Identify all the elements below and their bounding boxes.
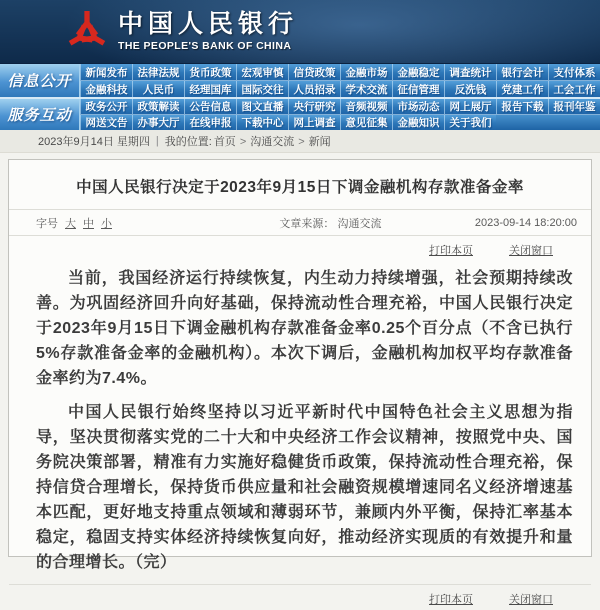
nav-item[interactable]: 报告下载: [496, 99, 548, 114]
font-size-small-button[interactable]: 小: [101, 218, 112, 230]
nav-item[interactable]: 银行会计: [496, 64, 548, 80]
nav-item[interactable]: 金融知识: [392, 115, 444, 130]
nav-item[interactable]: 网上调查: [288, 115, 340, 130]
breadcrumb-link[interactable]: 沟通交流: [250, 136, 295, 148]
nav-item[interactable]: 金融科技: [80, 81, 132, 97]
nav-item[interactable]: 公告信息: [184, 99, 236, 114]
nav-item[interactable]: 意见征集: [340, 115, 392, 130]
nav-row: [80, 99, 600, 114]
nav-item[interactable]: 支付体系: [548, 64, 600, 80]
nav-item[interactable]: 央行研究: [288, 99, 340, 114]
nav-item[interactable]: 下载中心: [236, 115, 288, 130]
current-date: 2023年9月14日 星期四: [38, 136, 150, 148]
nav-item[interactable]: 反洗钱: [444, 81, 496, 97]
nav-item[interactable]: 政务公开: [80, 99, 132, 114]
source-value: 沟通交流: [337, 218, 382, 230]
bank-titles: [118, 11, 298, 52]
font-size-label: 字号: [36, 218, 58, 230]
article-actions-top: [9, 236, 591, 261]
bank-name-en: THE PEOPLE'S BANK OF CHINA: [118, 39, 292, 52]
nav-section-service-interaction[interactable]: 服务互动: [0, 99, 80, 130]
crumb-separator: >: [298, 136, 305, 148]
nav-item[interactable]: 关于我们: [444, 115, 496, 130]
crumb-separator: >: [239, 136, 247, 148]
nav-item[interactable]: 政策解读: [132, 99, 184, 114]
main-nav: [0, 64, 600, 130]
print-page-link[interactable]: 打印本页: [429, 245, 473, 257]
nav-item[interactable]: 宏观审慎: [236, 64, 288, 80]
article-paragraph: 中国人民银行始终坚持以习近平新时代中国特色社会主义思想为指导，坚决贯彻落实党的二十大和中央经济工作会议精神，按照党中央、国务院决策部署，精准有力实施好稳健货币政策，保持流动性合理充裕，保持信贷合理增长，保持货币供应量和社会融资规模增速同名义经济增速基本匹配，更好地支持重点领域和薄弱环节，兼顾内外平衡，保持汇率基本稳定，稳固支持实体经济持续恢复向好，推动经济实现质的有效提升和量的合理增长。（完）: [36, 404, 573, 571]
publish-datetime: 2023-09-14 18:20:00: [474, 217, 577, 229]
nav-item[interactable]: 新闻发布: [80, 64, 132, 80]
nav-item[interactable]: 在线申报: [184, 115, 236, 130]
nav-item[interactable]: 图文直播: [236, 99, 288, 114]
breadcrumb-link[interactable]: 新闻: [308, 136, 331, 148]
nav-row: [80, 80, 600, 97]
breadcrumb-links: [214, 133, 331, 149]
nav-section-info-disclosure[interactable]: 信息公开: [0, 64, 80, 97]
nav-item[interactable]: 调查统计: [444, 64, 496, 80]
close-window-link[interactable]: 关闭窗口: [509, 245, 553, 257]
bank-name-cn: 中国人民银行: [118, 11, 299, 39]
nav-item[interactable]: 法律法规: [132, 64, 184, 80]
nav-row: [80, 64, 600, 80]
article-actions-bottom: [9, 585, 591, 610]
breadcrumb-link[interactable]: 首页: [213, 136, 236, 148]
location-label: 我的位置:: [164, 136, 212, 148]
nav-item[interactable]: 学术交流: [340, 81, 392, 97]
nav-group-info-disclosure: [0, 64, 600, 97]
article-title: 中国人民银行决定于2023年9月15日下调金融机构存款准备金率: [76, 179, 524, 196]
nav-item[interactable]: 市场动态: [392, 99, 444, 114]
nav-item[interactable]: 党建工作: [496, 81, 548, 97]
print-page-link[interactable]: 打印本页: [429, 594, 473, 606]
nav-item[interactable]: 金融市场: [340, 64, 392, 80]
nav-item[interactable]: 网送文告: [80, 115, 132, 130]
close-window-link[interactable]: 关闭窗口: [509, 594, 553, 606]
article-meta: [9, 210, 591, 235]
nav-item[interactable]: 网上展厅: [444, 99, 496, 114]
nav-item[interactable]: 报刊年鉴: [548, 99, 600, 114]
article-box: [8, 159, 592, 606]
nav-row: [80, 114, 600, 130]
font-size-large-button[interactable]: 大: [65, 218, 76, 230]
nav-item[interactable]: 音频视频: [340, 99, 392, 114]
font-size-medium-button[interactable]: 中: [83, 218, 94, 230]
bank-logo[interactable]: [64, 8, 298, 56]
masthead: [0, 0, 600, 64]
article-body: [9, 261, 591, 575]
nav-item[interactable]: 信贷政策: [288, 64, 340, 80]
nav-item[interactable]: 经理国库: [184, 81, 236, 97]
nav-item[interactable]: 工会工作: [548, 81, 600, 97]
pboc-emblem-icon: [64, 8, 110, 56]
nav-item[interactable]: 人民币: [132, 81, 184, 97]
nav-item[interactable]: 货币政策: [184, 64, 236, 80]
breadcrumb: [0, 130, 600, 153]
nav-item[interactable]: 征信管理: [392, 81, 444, 97]
nav-group-service-interaction: [0, 97, 600, 130]
breadcrumb-separator: |: [155, 135, 159, 147]
source-label: 文章来源：: [279, 218, 335, 230]
nav-item[interactable]: 金融稳定: [392, 64, 444, 80]
nav-item[interactable]: 办事大厅: [132, 115, 184, 130]
nav-item[interactable]: 国际交往: [236, 81, 288, 97]
nav-item[interactable]: 人员招录: [288, 81, 340, 97]
article-paragraph: 当前，我国经济运行持续恢复，内生动力持续增强，社会预期持续改善。为巩固经济回升向好基础，保持流动性合理充裕，中国人民银行决定于2023年9月15日下调金融机构存款准备金率0.25个百分点（不含已执行5%存款准备金率的金融机构）。本次下调后，金融机构加权平均存款准备金率约为7.4%。: [36, 270, 573, 387]
